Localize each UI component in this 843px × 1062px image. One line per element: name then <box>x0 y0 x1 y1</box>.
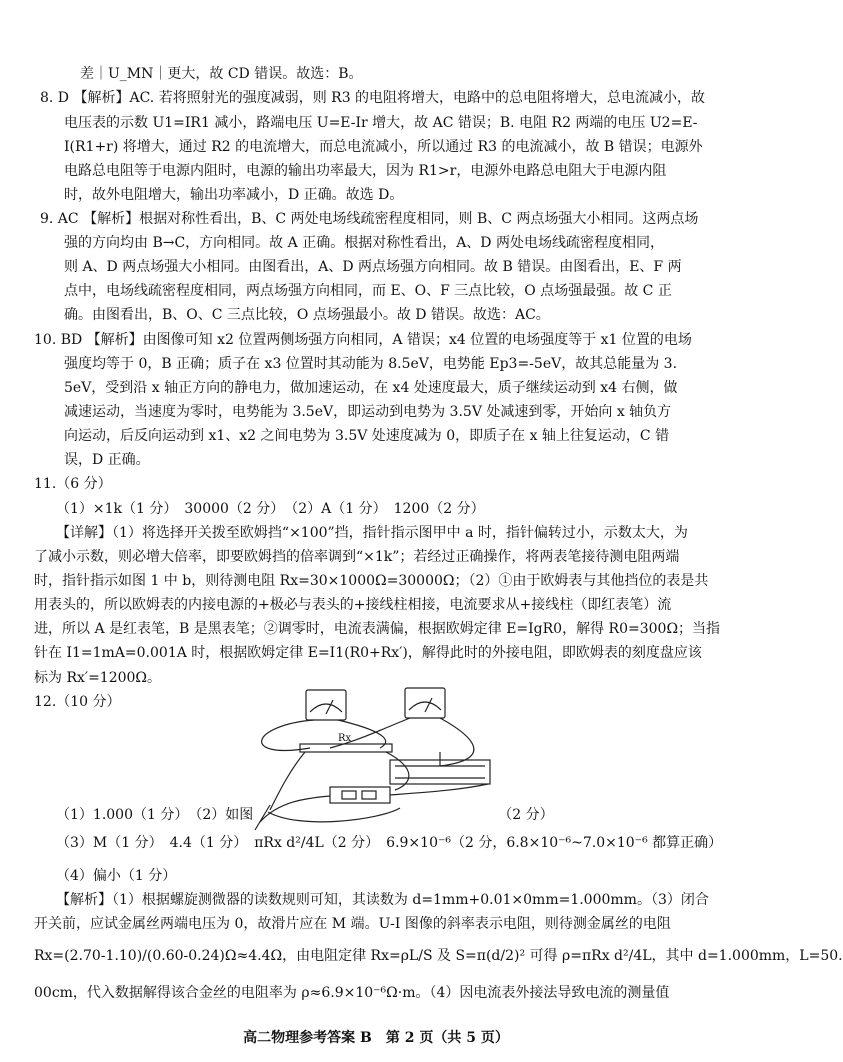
answer-10-line: 10. BD 【解析】由图像可知 x2 位置两侧场强方向相同，A 错误；x4 位置的电场强度等于 x1 位置的电场 <box>34 332 692 348</box>
answer-9-line: 9. AC 【解析】根据对称性看出，B、C 两处电场线疏密程度相同，则 B、C 两点场强大小相同。这两点场 <box>40 211 699 227</box>
voltmeter-icon <box>405 688 445 718</box>
text-line: 电压表的示数 U1=IR1 减小，路端电压 U=E-Ir 增大，故 AC 错误；B. 电阻 R2 两端的电压 U2=E- <box>64 115 698 131</box>
text-line: 针在 I1=1mA=0.001A 时，根据欧姆定律 E=I1(R0+Rx′)，解得此时的外接电阻，即欧姆表的刻度盘应该 <box>34 645 702 661</box>
resistance-calculation: Rx=(2.70-1.10)/(0.60-0.24)Ω≈4.4Ω，由电阻定律 Rx=ρL/S 及 S=π(d/2)² 可得 ρ=πRx d²/4L，其中 d=1.000mm，L=50. <box>34 948 843 964</box>
text-line: 时，故外电阻增大，输出功率减小，D 正确。故选 D。 <box>64 187 404 203</box>
voltmeter-dial <box>409 702 441 710</box>
text-line: I(R1+r) 将增大，通过 R2 的电流增大，而总电流减小，所以通过 R3 的电流减小，故 B 错误；电源外 <box>64 139 703 155</box>
page-footer: 高二物理参考答案 B 第 2 页（共 5 页） <box>243 1030 509 1046</box>
answer-8-line: 8. D 【解析】AC. 若将照射光的强度减弱，则 R3 的电阻将增大，电路中的总电阻将增大，总电流减小，故 <box>40 90 706 106</box>
resistor-wire-board <box>300 744 392 752</box>
text-line: 强的方向均由 B→C，方向相同。故 A 正确。根据对称性看出，A、D 两处电场线疏密程度相同， <box>64 235 664 251</box>
text-line: 确。由图看出，B、O、C 三点比较，O 点场强最小。故 D 错误。故选：AC。 <box>64 307 550 323</box>
text-line: 开关前，应试金属丝两端电压为 0，故滑片应在 M 端。U-I 图像的斜率表示电阻，则待测金属丝的电阻 <box>34 916 671 932</box>
text-line: 差｜U_MN｜更大，故 CD 错误。故选：B。 <box>80 66 363 82</box>
answer-12-heading: 12.（10 分） <box>34 694 121 710</box>
text-line: 00cm，代入数据解得该合金丝的电阻率为 ρ≈6.9×10⁻⁶Ω·m。（4）因电流表外接法导致电流的测量值 <box>34 985 670 1001</box>
text-line: 5eV，受到沿 x 轴正方向的静电力，做加速运动，在 x4 处速度最大，质子继续运动到 x4 右侧，做 <box>64 380 678 396</box>
ammeter-icon <box>306 690 346 720</box>
ammeter-dial <box>310 704 342 712</box>
text-line: 【详解】（1）将选择开关拨至欧姆挡“×100”挡，指针指示图甲中 a 时，指针偏转过小，示数太大，为 <box>56 525 688 541</box>
text-line: 误，D 正确。 <box>64 452 150 468</box>
text-line: 了减小示数，则必增大倍率，即要欧姆挡的倍率调到“×1k”；若经过正确操作，将两表笔接待测电阻两端 <box>34 549 680 565</box>
text-line: 减速运动，当速度为零时，电势能为 3.5eV，即运动到电势为 3.5V 处减速到零，开始向 x 轴负方 <box>64 404 672 420</box>
text-line: 进，所以 A 是红表笔，B 是黑表笔；②调零时，电流表满偏，根据欧姆定律 E=IgR0，解得 R0=300Ω；当指 <box>34 621 721 637</box>
battery-box-icon <box>330 787 390 803</box>
text-line: 时，指针指示如图 1 中 b，则待测电阻 Rx=30×1000Ω=30000Ω；（2）①由于欧姆表与其他挡位的表是共 <box>34 573 709 589</box>
text-line: 则 A、D 两点场强大小相同。由图看出，A、D 两点场强方向相同。故 B 错误。由图看出，E、F 两 <box>64 259 682 275</box>
text-line: 标为 Rx′=1200Ω。 <box>34 670 162 686</box>
answer-12-line-3: （4）偏小（1 分） <box>56 868 177 884</box>
text-line: 【解析】（1）根据螺旋测微器的读数规则可知，其读数为 d=1mm+0.01×0mm=1.000mm。（3）闭合 <box>56 892 709 908</box>
text-line: 点中，电场线疏密程度相同，两点场强方向相同，而 E、O、F 三点比较，O 点场强最强。故 C 正 <box>64 283 672 299</box>
text-line: 强度均等于 0，B 正确；质子在 x3 位置时其动能为 8.5eV，电势能 Ep3=-5eV，故其总能量为 3. <box>64 356 678 372</box>
answer-11-heading: 11.（6 分） <box>34 476 112 492</box>
answer-12-line-2: （3）M（1 分） 4.4（1 分） πRx d²/4L（2 分） 6.9×10⁻⁶（2 分，6.8×10⁻⁶~7.0×10⁻⁶ 都算正确） <box>56 835 723 851</box>
text-line: 向运动，后反向运动到 x1、x2 之间电势为 3.5V 处速度减为 0，即质子在 x 轴上往复运动，C 错 <box>64 428 670 444</box>
answer-12-line-1: （1）1.000（1 分） （2）如图 （2 分） <box>56 807 554 823</box>
answer-11-results: （1）×1k（1 分） 30000（2 分） （2）A（1 分） 1200（2 分） <box>56 501 485 517</box>
text-line: 用表头的，所以欧姆表的内接电源的+极必与表头的+接线柱相接，电流要求从+接线柱（即红表笔）流 <box>34 597 672 613</box>
resistor-label: Rx <box>338 733 352 744</box>
text-line: 电路总电阻等于电源内阻时，电源的输出功率最大，因为 R1>r，电源外电路总电阻大于电源内阻 <box>64 163 667 179</box>
